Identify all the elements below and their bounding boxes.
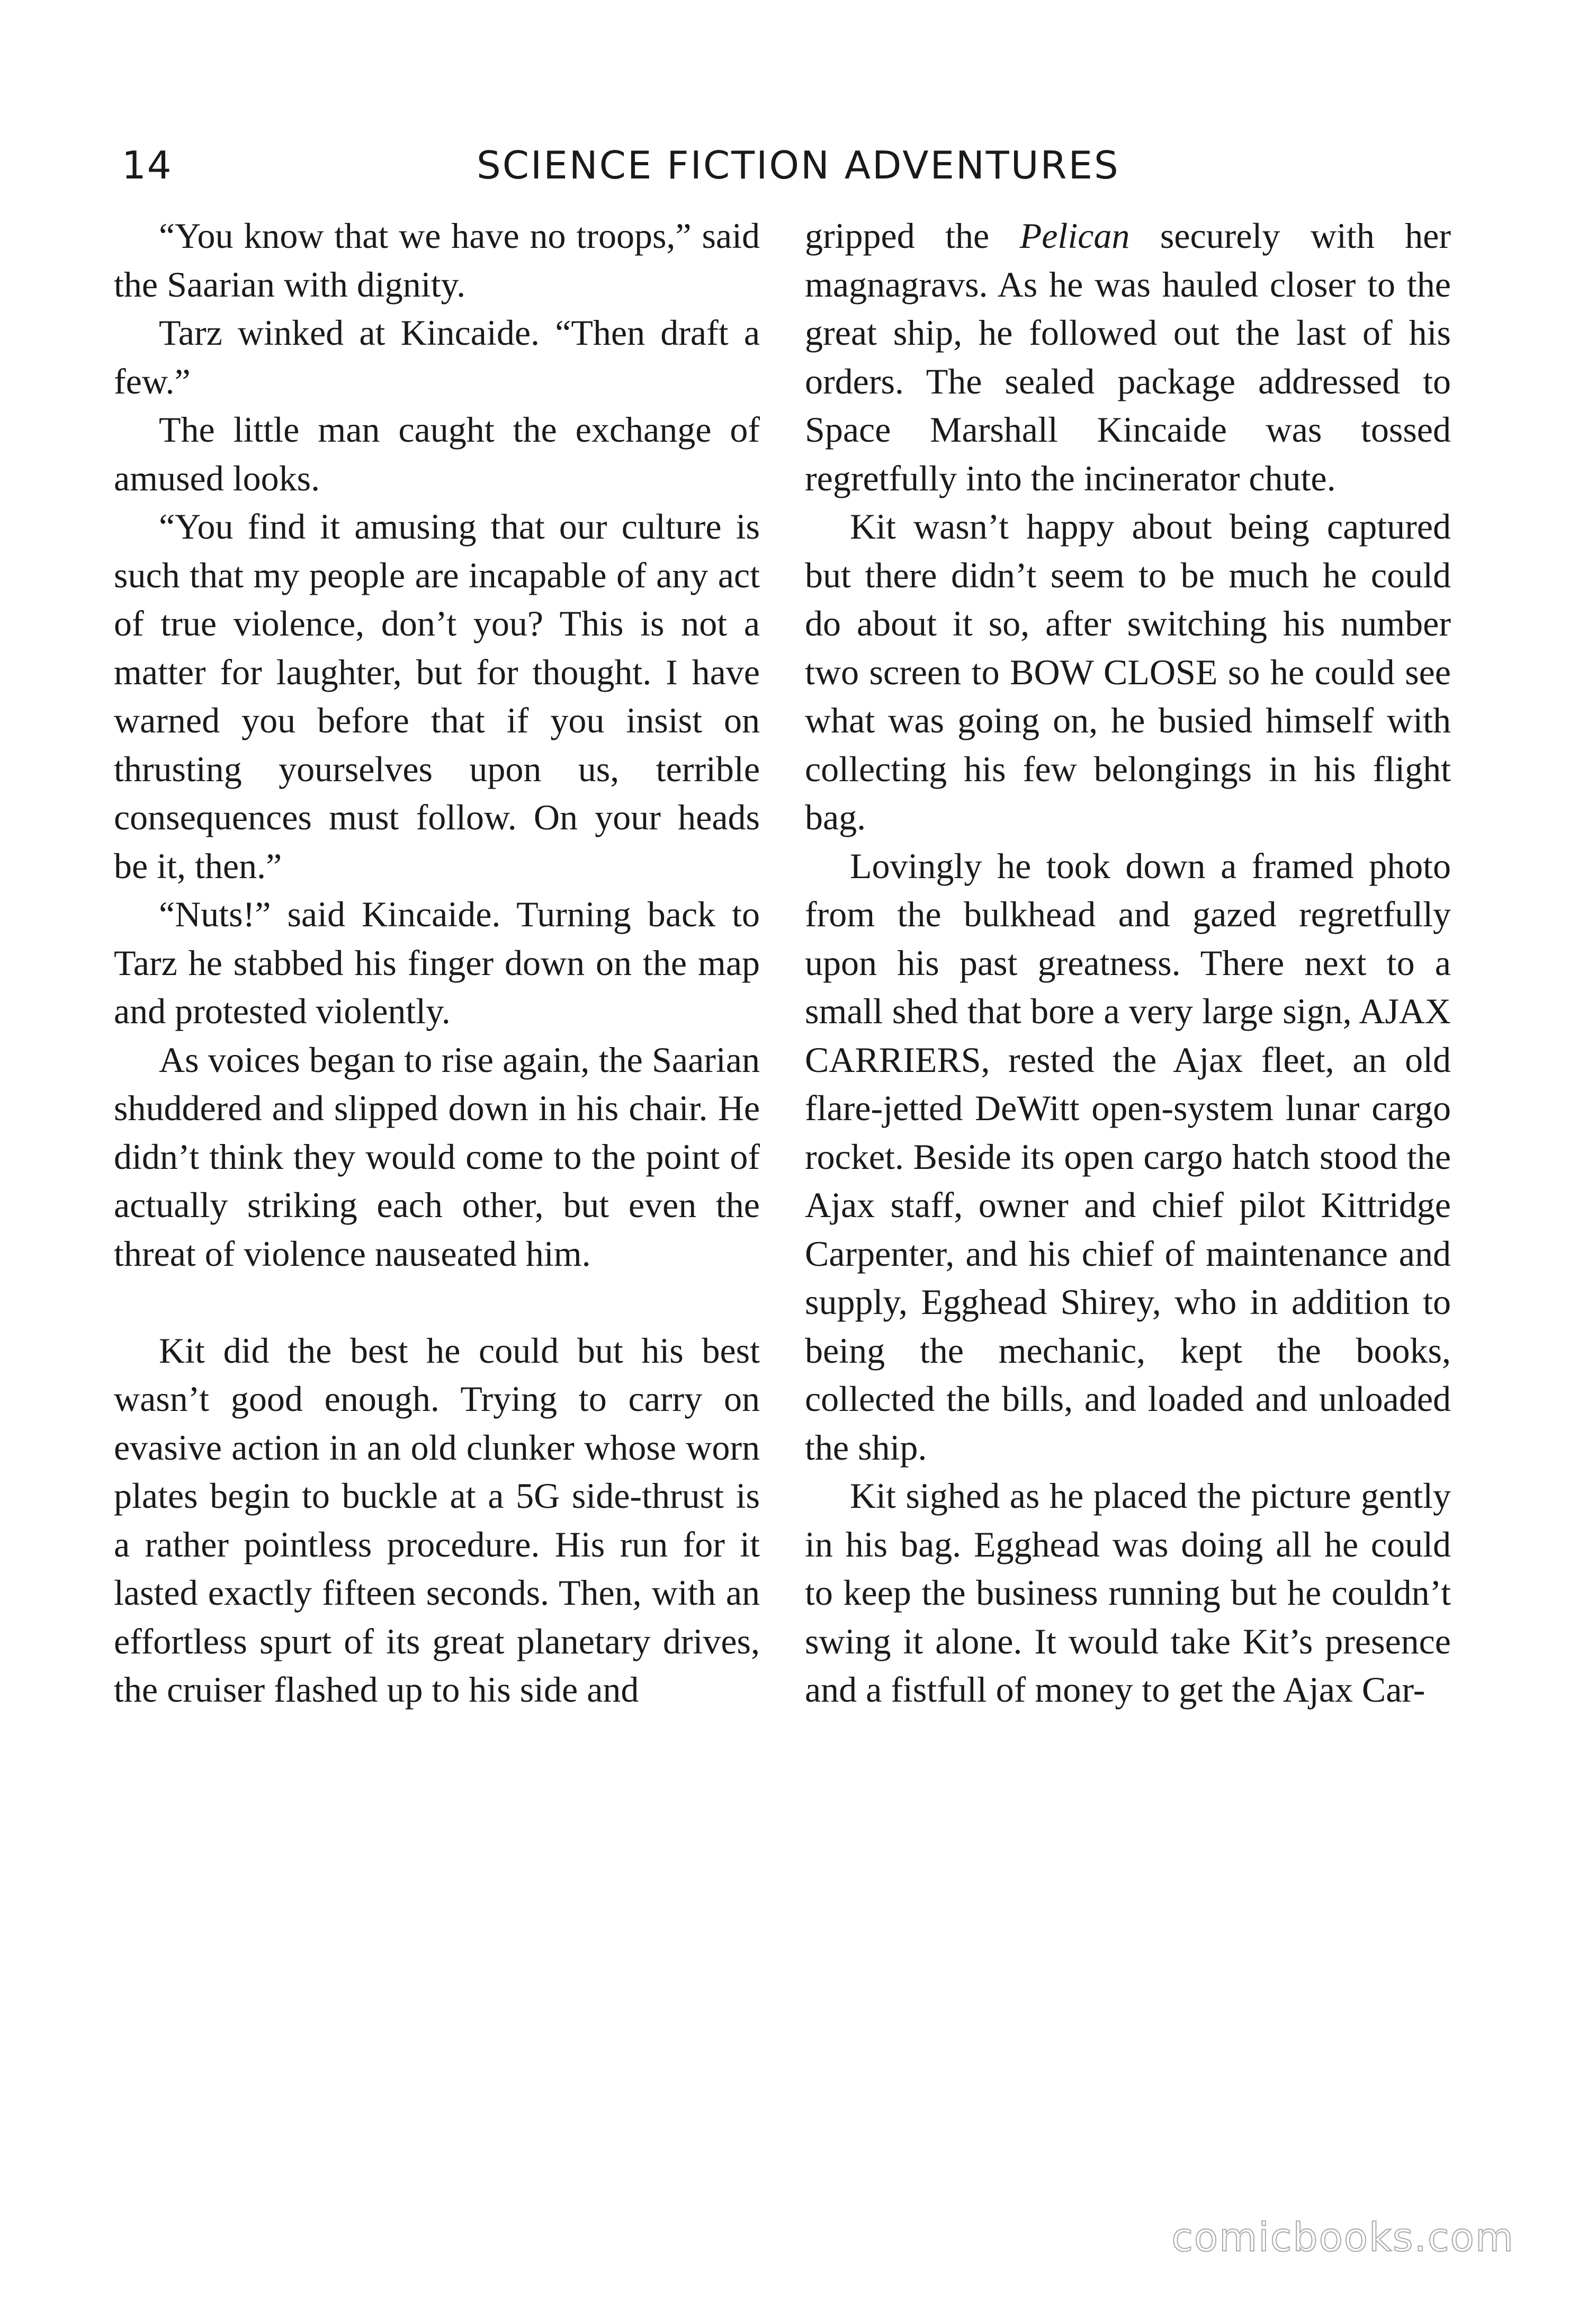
paragraph: Lovingly he took down a framed photo from the bulkhead and gazed regretfully upon his past greatness. There next to a small shed that bore a very large sign, AJAX CARRIERS, rested the Ajax fleet, an old flare-jetted DeWitt open-system lunar cargo rocket. Beside its open cargo hatch stood the Ajax staff, owner and chief pilot Kittridge Carpenter, and his chief of maintenance and supply, Egghead Shirey, who in addition to being the mechanic, kept the books, collected the bills, and loaded and unloaded the ship. (805, 845, 1451, 1468)
paragraph: Kit did the best he could but his best wasn’t good enough. Trying to carry on evasive action in an old clunker whose worn plates begin to buckle at a 5G side-thrust is a rather pointless procedure. His run for it lasted exactly fifteen seconds. Then, with an effortless spurt of its great planetary drives, the cruiser flashed up to his side and (114, 1330, 760, 1710)
page-header (122, 143, 1446, 196)
right-column (805, 212, 1451, 1714)
text-run: gripped the (805, 216, 1020, 256)
left-column (114, 212, 760, 1714)
watermark: comicbooks.com (1171, 2215, 1514, 2260)
paragraph: As voices began to rise again, the Saarian shuddered and slipped down in his chair. He didn’t think they would come to the point of actually striking each other, but even the threat of violence nauseated him. (114, 1039, 760, 1274)
ship-name: Pelican (1019, 216, 1130, 256)
paragraph: “You find it amusing that our culture is such that my people are incapable of any act of true violence, don’t you? This is not a matter for laughter, but for thought. I have warned you before that if you insist on thrusting yourselves upon us, terrible consequences must follow. On your heads be it, then.” (114, 506, 760, 886)
running-title: SCIENCE FICTION ADVENTURES (477, 143, 1120, 187)
paragraph: “You know that we have no troops,” said the Saarian with dignity. (114, 216, 760, 305)
paragraph: Kit sighed as he placed the picture gently in his bag. Egghead was doing all he could to keep the business running but he couldn’t swing it alone. It would take Kit’s presence and a fistfull of money to get the Ajax Car- (805, 1476, 1451, 1710)
paragraph: The little man caught the exchange of amused looks. (114, 409, 760, 498)
paragraph: “Nuts!” said Kincaide. Turning back to Tarz he stabbed his finger down on the map and protested violently. (114, 894, 760, 1031)
page-number: 14 (122, 143, 173, 187)
paragraph: Kit wasn’t happy about being captured but there didn’t seem to be much he could do about it so, after switching his number two screen to BOW CLOSE so he could see what was going on, he busied himself with collecting his few belongings in his flight bag. (805, 506, 1451, 837)
paragraph (805, 212, 1451, 503)
text-run: securely with her magnagravs. As he was hauled closer to the great ship, he followed out the last of his orders. The sealed package addressed to Space Marshall Kincaide was tossed regretfully into the incinerator chute. (805, 216, 1451, 498)
paragraph: Tarz winked at Kincaide. “Then draft a few.” (114, 312, 760, 401)
